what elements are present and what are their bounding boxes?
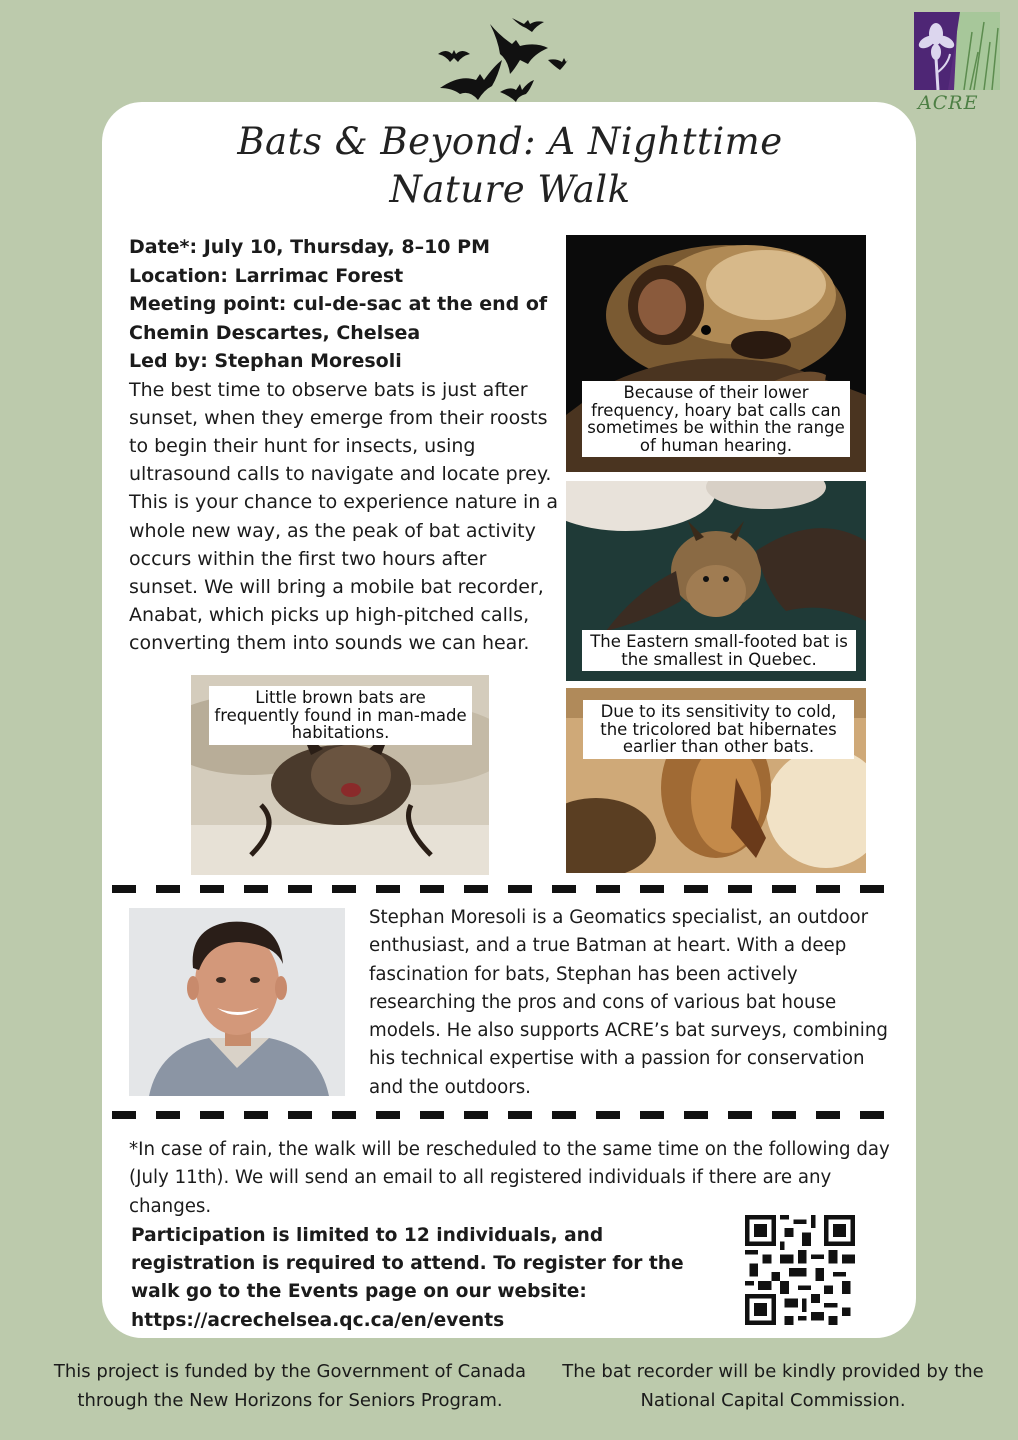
funding-note: This project is funded by the Government of Canada through the New Horizons for Seniors Program.	[53, 1361, 527, 1411]
tricolored-bat-caption: Due to its sensitivity to cold, the tricolored bat hibernates earlier than other bats.	[583, 700, 854, 759]
event-date: Date*: July 10, Thursday, 8–10 PM	[129, 236, 490, 258]
little-brown-bat-caption: Little brown bats are frequently found in man-made habitations.	[209, 686, 472, 745]
divider-top	[112, 885, 898, 893]
recorder-note: The bat recorder will be kindly provided by the National Capital Commission.	[562, 1361, 984, 1411]
registration-note	[131, 1222, 731, 1335]
hoary-bat-caption: Because of their lower frequency, hoary bat calls can sometimes be within the range of human hearing.	[582, 381, 850, 457]
page-title	[180, 118, 840, 214]
flying-bats-icon	[436, 14, 568, 102]
divider-bottom	[112, 1111, 898, 1119]
title-line-1: Bats & Beyond: A Nighttime	[237, 120, 783, 163]
events-url-link[interactable]: https://acrechelsea.qc.ca/en/events	[131, 1309, 505, 1331]
small-footed-bat-caption: The Eastern small-footed bat is the smallest in Quebec.	[582, 630, 856, 671]
event-location: Location: Larrimac Forest	[129, 264, 404, 287]
event-leader: Led by: Stephan Moresoli	[129, 350, 402, 372]
registration-text: Participation is limited to 12 individuals, and registration is required to attend. To register for the walk go to the Events page on our website:	[131, 1225, 684, 1303]
rain-note: *In case of rain, the walk will be rescheduled to the same time on the following day (July 11th). We will send an email to all registered individuals if there are any changes.	[129, 1139, 890, 1217]
event-details	[129, 233, 559, 658]
iris-flower-icon	[914, 12, 1000, 90]
logo-text: ACRE	[918, 92, 979, 114]
leader-bio: Stephan Moresoli is a Geomatics specialist, an outdoor enthusiast, and a true Batman at heart. With a deep fascination for bats, Stephan has been actively researching the pros and cons of various bat house models. He also supports ACRE’s bat surveys, combining his technical expertise with a passion for conservation and the outdoors.	[369, 907, 888, 1098]
event-description: The best time to observe bats is just after sunset, when they emerge from their roosts to begin their hunt for insects, using ultrasound calls to navigate and locate prey. This is your chance to experience nature in a whole new way, as the peak of bat activity occurs within the first two hours after sunset. We will bring a mobile bat recorder, Anabat, which picks up high-pitched calls, converting them into sounds we can hear.	[129, 378, 558, 655]
leader-portrait-photo	[129, 908, 345, 1096]
title-line-2: Nature Walk	[389, 168, 631, 211]
qr-code-icon[interactable]	[745, 1215, 855, 1325]
acre-logo	[914, 12, 1004, 118]
event-meeting-point: Meeting point: cul-de-sac at the end of Chemin Descartes, Chelsea	[129, 293, 548, 344]
